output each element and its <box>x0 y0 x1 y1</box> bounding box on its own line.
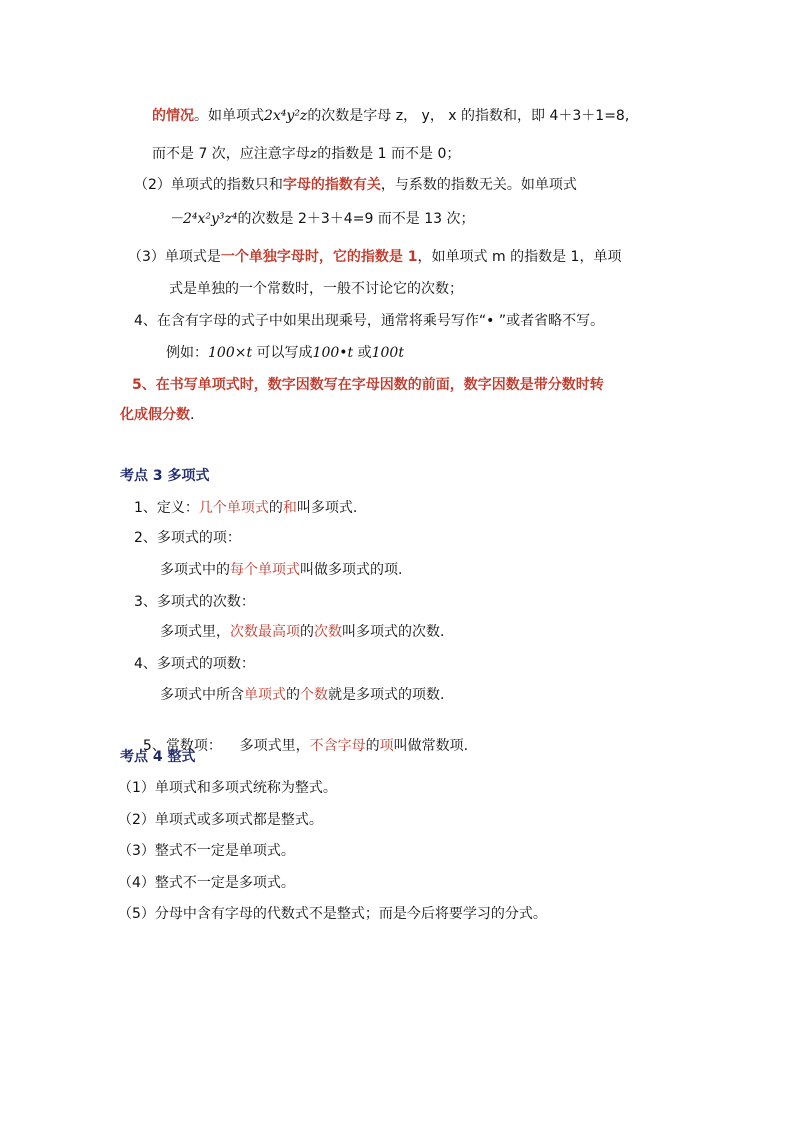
emphasis-text: 不含字母 <box>309 738 366 754</box>
math-expression: 100•t <box>312 345 354 361</box>
body-text: 叫做常数项. <box>393 738 469 754</box>
text-line <box>128 247 621 267</box>
body-text: 多项式里， <box>160 624 230 640</box>
emphasis-text: 字母的指数有关 <box>282 177 381 193</box>
text-line <box>169 279 463 299</box>
list-item: （4）整式不一定是多项式。 <box>118 875 295 891</box>
emphasis-text: 项 <box>379 738 394 754</box>
body-text: 叫做多项式的项. <box>300 562 403 578</box>
body-text: 的 <box>365 738 380 754</box>
text-line: 2、多项式的项： <box>134 530 241 546</box>
body-text: 可以写成 <box>252 345 313 361</box>
emphasis-text: 单项式 <box>244 687 286 703</box>
body-text: 多项式中所含 <box>160 687 244 703</box>
text-line <box>169 209 475 229</box>
body-text: 多项式中的 <box>160 562 230 578</box>
body-text: 的指数是 1 而不是 0； <box>317 146 461 162</box>
text-line: 4、多项式的项数： <box>134 656 255 672</box>
body-text: 例如： <box>166 345 208 361</box>
body-text: 5、常数项： 多项式里， <box>142 738 310 754</box>
list-item: （3）整式不一定是单项式。 <box>118 843 295 859</box>
text-line <box>132 375 604 395</box>
item-number: 5、 <box>132 377 156 393</box>
emphasis-text: 的情况 <box>152 108 194 124</box>
body-text: 的次数是 2＋3＋4=9 而不是 13 次； <box>237 211 475 227</box>
body-text: 的 <box>268 500 283 516</box>
emphasis-text: 每个 <box>230 562 258 578</box>
section-heading: 考点 4 整式 <box>120 749 196 765</box>
body-text: 的 <box>286 687 300 703</box>
text-line <box>134 498 357 518</box>
text-line: 3、多项式的次数： <box>134 594 255 610</box>
body-text: 式是单独的一个常数时，一般不讨论它的次数； <box>169 281 463 297</box>
math-expression: 100t <box>371 345 404 361</box>
math-variable: z <box>309 146 318 162</box>
body-text: （2）单项式的指数只和 <box>134 177 283 193</box>
text-line <box>160 622 444 642</box>
text-line <box>152 144 460 164</box>
text-line <box>134 311 604 331</box>
body-text: 叫多项式的次数. <box>342 624 445 640</box>
emphasis-text: 个数 <box>300 687 328 703</box>
text-line <box>160 685 444 705</box>
body-text: 的 <box>300 624 314 640</box>
body-text: 。如单项式 <box>194 108 264 124</box>
list-item: （1）单项式和多项式统称为整式。 <box>118 780 337 796</box>
body-text: 就是多项式的项数. <box>328 687 445 703</box>
emphasis-text: 次数 <box>314 624 342 640</box>
math-expression: －2⁴x²y³z⁴ <box>169 211 238 227</box>
body-text: 叫多项式. <box>296 500 358 516</box>
list-item: （5）分母中含有字母的代数式不是整式；而是今后将要学习的分式。 <box>118 906 547 922</box>
text-line <box>166 343 404 363</box>
body-text: 4、在含有字母的式子中如果出现乘号，通常将乘号写作“• ”或者省略不写。 <box>134 313 605 329</box>
math-expression: 2x⁴y²z <box>264 108 308 124</box>
emphasis-text: 次数最高项 <box>230 624 300 640</box>
emphasis-text: 几个单项式 <box>198 500 269 516</box>
body-text: 而不是 7 次，应注意字母 <box>152 146 310 162</box>
body-text: 的次数是字母 z， y， x 的指数和，即 4＋3＋1=8, <box>307 108 630 124</box>
emphasis-text: 在书写单项式时，数字因数写在字母因数的前面，数字因数是带分数时转 <box>155 377 604 393</box>
emphasis-text: 一个单独字母时，它的指数是 1 <box>220 249 418 265</box>
body-text: . <box>190 407 195 423</box>
body-text: 1、定义： <box>134 500 199 516</box>
body-text: ，与系数的指数无关。如单项式 <box>380 177 577 193</box>
body-text: 或 <box>353 345 372 361</box>
math-expression: 100×t <box>208 345 253 361</box>
section-heading: 考点 3 多项式 <box>120 468 210 484</box>
emphasis-text: 化成假分数 <box>120 407 190 423</box>
text-line <box>120 405 194 425</box>
body-text: ，如单项式 m 的指数是 1，单项 <box>417 249 622 265</box>
emphasis-text: 和 <box>282 500 297 516</box>
list-item: （2）单项式或多项式都是整式。 <box>118 812 323 828</box>
text-line <box>160 560 402 580</box>
text-line <box>152 106 629 126</box>
emphasis-text: 单项式 <box>258 562 300 578</box>
body-text: （3）单项式是 <box>128 249 221 265</box>
text-line <box>134 175 577 195</box>
